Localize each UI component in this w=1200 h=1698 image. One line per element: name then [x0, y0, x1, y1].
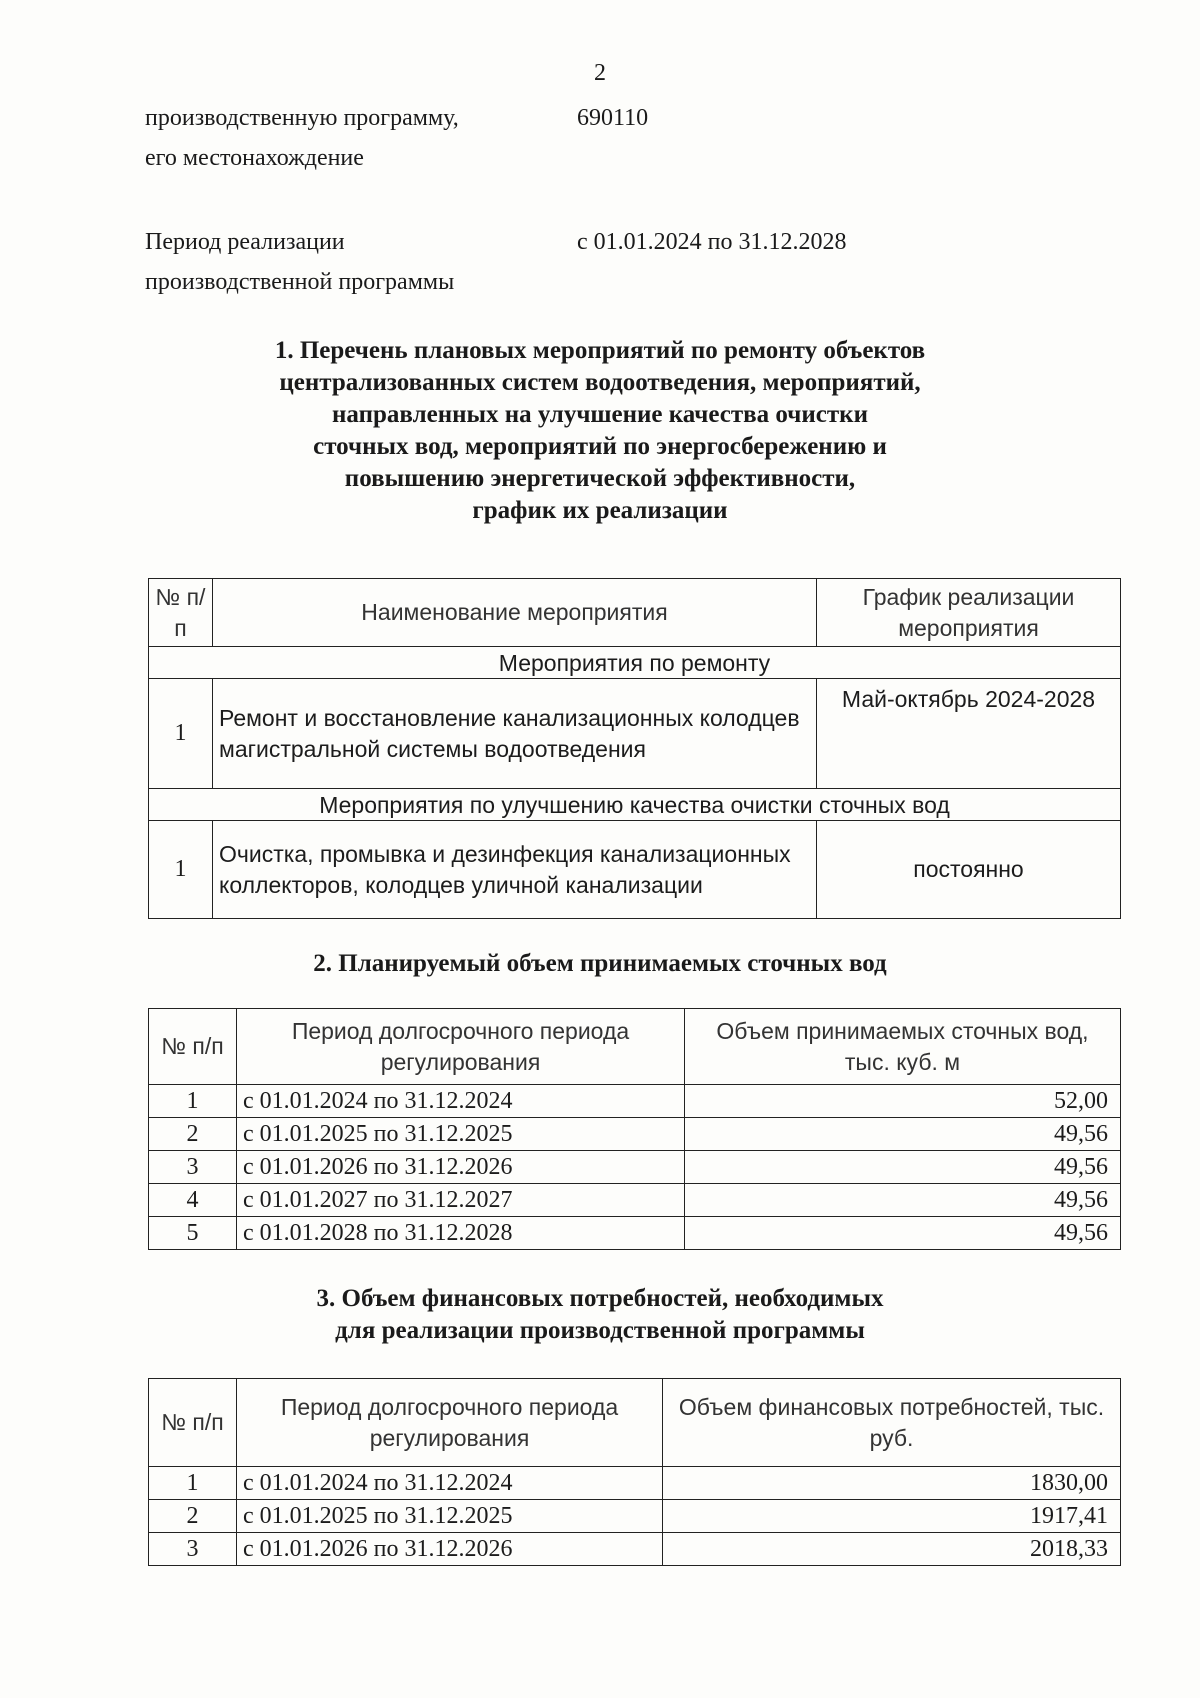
table-row	[149, 1467, 1121, 1500]
row-num: 1	[149, 1085, 237, 1118]
row-num: 4	[149, 1184, 237, 1217]
info-value: 690110	[577, 105, 649, 131]
col-header-volume: Объем принимаемых сточных вод, тыс. куб. м	[685, 1009, 1121, 1085]
table-row	[149, 821, 1121, 919]
col-header-finance: Объем финансовых потребностей, тыс. руб.	[663, 1379, 1121, 1467]
row-period: с 01.01.2024 по 31.12.2024	[237, 1085, 685, 1118]
table-row	[149, 1085, 1121, 1118]
row-num: 1	[149, 1467, 237, 1500]
col-header-num: № п/п	[149, 579, 213, 647]
section-3-title: 3. Объем финансовых потребностей, необходимых для реализации производственной программы	[316, 1285, 884, 1344]
col-header-period: Период долгосрочного периода регулирования	[237, 1009, 685, 1085]
table-header-row	[149, 1009, 1121, 1085]
row-period: с 01.01.2026 по 31.12.2026	[237, 1533, 663, 1566]
col-header-name: Наименование мероприятия	[213, 579, 817, 647]
row-finance: 1917,41	[663, 1500, 1121, 1533]
row-period: с 01.01.2025 по 31.12.2025	[237, 1118, 685, 1151]
row-volume: 49,56	[685, 1118, 1121, 1151]
col-header-schedule: График реализации мероприятия	[817, 579, 1121, 647]
row-num: 3	[149, 1533, 237, 1566]
row-period: с 01.01.2026 по 31.12.2026	[237, 1151, 685, 1184]
table-row	[149, 1500, 1121, 1533]
row-num: 1	[149, 821, 213, 919]
col-header-num: № п/п	[149, 1009, 237, 1085]
table-header-row	[149, 1379, 1121, 1467]
measure-schedule: Май-октябрь 2024-2028	[817, 679, 1121, 789]
col-header-num: № п/п	[149, 1379, 237, 1467]
group-title: Мероприятия по ремонту	[149, 647, 1121, 679]
table-row	[149, 1151, 1121, 1184]
info-label: производственную программу, его местонахождение	[145, 105, 459, 171]
measure-name: Очистка, промывка и дезинфекция канализационных коллекторов, колодцев уличной канализации	[213, 821, 817, 919]
row-volume: 49,56	[685, 1217, 1121, 1250]
measure-name: Ремонт и восстановление канализационных колодцев магистральной системы водоотведения	[213, 679, 817, 789]
volume-table	[148, 1008, 1121, 1250]
table-row	[149, 1533, 1121, 1566]
table-row	[149, 1184, 1121, 1217]
row-num: 2	[149, 1500, 237, 1533]
table-row	[149, 679, 1121, 789]
section-1-title: 1. Перечень плановых мероприятий по ремонту объектов централизованных систем водоотведения, мероприятий, направленных на улучшение качества очистки сточных вод, мероприятий по энергосбережению и повышению энергетической эффективности, график их реализации	[274, 337, 926, 524]
measures-table	[148, 578, 1121, 919]
info-label: Период реализации производственной программы	[145, 229, 455, 295]
row-volume: 52,00	[685, 1085, 1121, 1118]
row-period: с 01.01.2025 по 31.12.2025	[237, 1500, 663, 1533]
table-header-row	[149, 579, 1121, 647]
info-value: с 01.01.2024 по 31.12.2028	[577, 229, 847, 255]
row-num: 1	[149, 679, 213, 789]
row-num: 3	[149, 1151, 237, 1184]
group-title: Мероприятия по улучшению качества очистки сточных вод	[149, 789, 1121, 821]
row-num: 5	[149, 1217, 237, 1250]
group-row	[149, 647, 1121, 679]
row-finance: 2018,33	[663, 1533, 1121, 1566]
table-row	[149, 1118, 1121, 1151]
table-row	[149, 1217, 1121, 1250]
page-number: 2	[594, 60, 606, 86]
group-row	[149, 789, 1121, 821]
finance-table	[148, 1378, 1121, 1566]
row-period: с 01.01.2024 по 31.12.2024	[237, 1467, 663, 1500]
measure-schedule: постоянно	[817, 821, 1121, 919]
row-volume: 49,56	[685, 1151, 1121, 1184]
row-finance: 1830,00	[663, 1467, 1121, 1500]
section-2-title: 2. Планируемый объем принимаемых сточных вод	[313, 950, 887, 977]
col-header-period: Период долгосрочного периода регулирования	[237, 1379, 663, 1467]
row-volume: 49,56	[685, 1184, 1121, 1217]
row-period: с 01.01.2028 по 31.12.2028	[237, 1217, 685, 1250]
row-num: 2	[149, 1118, 237, 1151]
row-period: с 01.01.2027 по 31.12.2027	[237, 1184, 685, 1217]
